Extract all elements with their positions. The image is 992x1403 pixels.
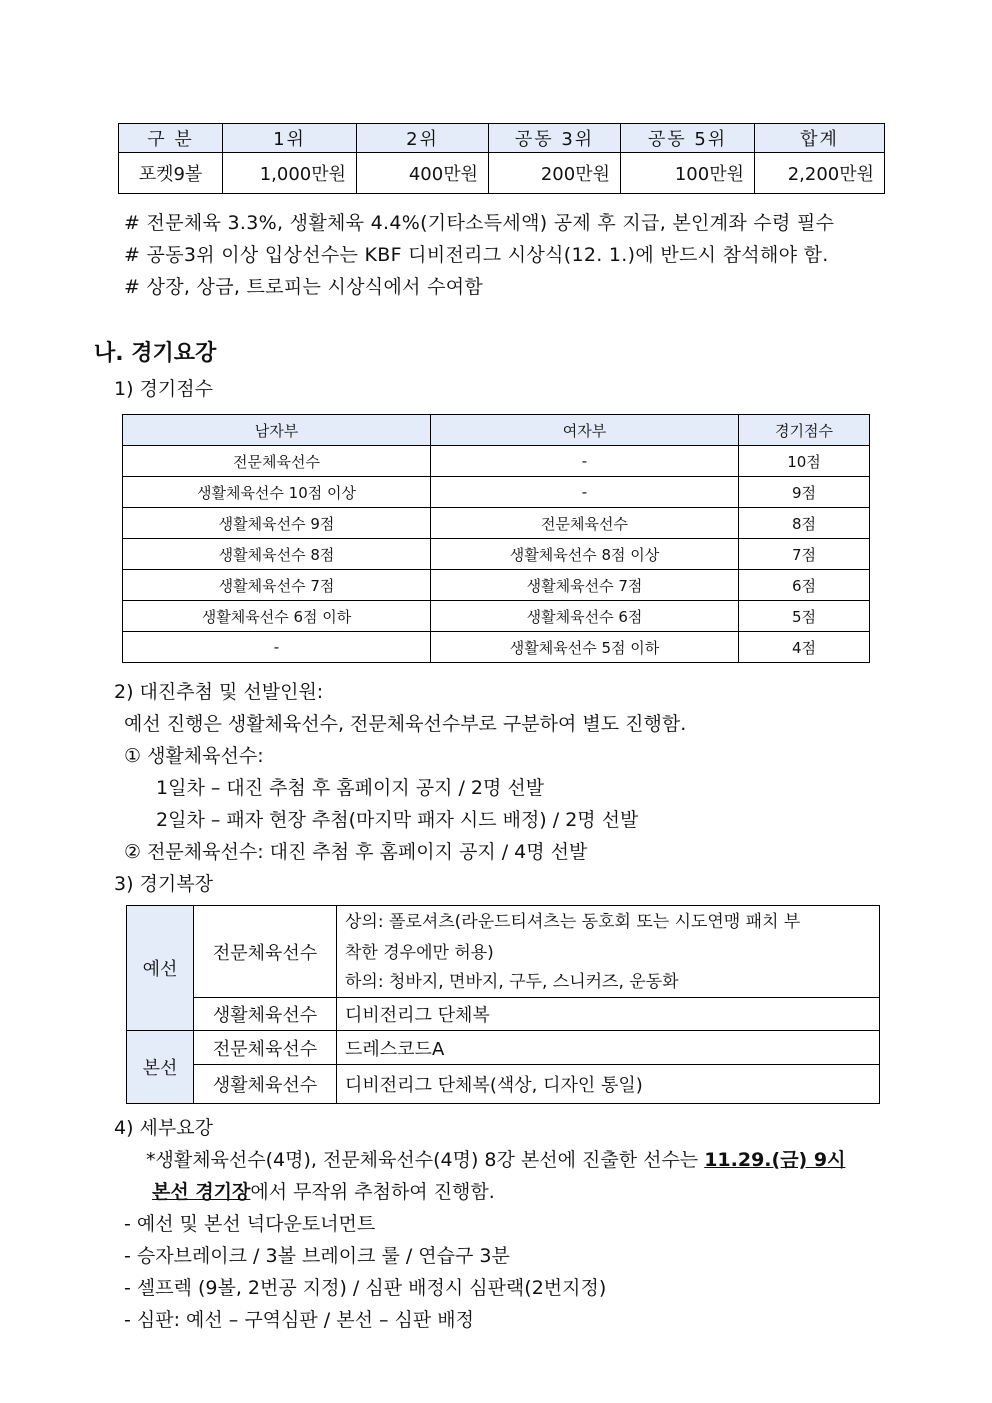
score-cell: 생활체육선수 6점 <box>431 601 739 632</box>
score-cell: 4점 <box>739 632 870 663</box>
list-item-title: ① 생활체육선수: <box>124 745 264 767</box>
score-table <box>122 414 870 663</box>
score-cell: 6점 <box>739 570 870 601</box>
bullet-item: - 승자브레이크 / 3볼 브레이크 룰 / 연습구 3분 <box>124 1245 510 1267</box>
score-header-row <box>123 415 870 446</box>
dress-row <box>127 1031 880 1065</box>
bullet-item: - 셀프렉 (9볼, 2번공 지정) / 심판 배정시 심판랙(2번지정) <box>124 1277 607 1299</box>
dress-line: 상의: 폴로셔츠(라운드티셔츠는 동호회 또는 시도연맹 패치 부 <box>345 912 801 932</box>
paragraph <box>152 1177 495 1204</box>
dress-row <box>127 998 880 1031</box>
score-row <box>123 539 870 570</box>
score-cell: 8점 <box>739 508 870 539</box>
prize-header-cell: 공동 3위 <box>489 124 621 153</box>
paragraph: 예선 진행은 생활체육선수, 전문체육선수부로 구분하여 별도 진행함. <box>124 713 687 735</box>
prize-cell: 400만원 <box>357 153 489 194</box>
score-cell: 생활체육선수 10점 이상 <box>123 477 431 508</box>
dress-group-cell: 예선 <box>127 906 194 1031</box>
score-row <box>123 477 870 508</box>
score-cell: 전문체육선수 <box>431 508 739 539</box>
score-cell: 생활체육선수 6점 이하 <box>123 601 431 632</box>
list-item-title: ② 전문체육선수: 대진 추첨 후 홈페이지 공지 / 4명 선발 <box>124 841 588 863</box>
prize-cell: 1,000만원 <box>223 153 357 194</box>
dress-value-cell: 드레스코드A <box>337 1031 880 1065</box>
prize-cell: 포켓9볼 <box>119 153 223 194</box>
dress-line: 하의: 청바지, 면바지, 구두, 스니커즈, 운동화 <box>345 972 679 992</box>
score-row <box>123 632 870 663</box>
score-row <box>123 446 870 477</box>
bullet-item: - 심판: 예선 – 구역심판 / 본선 – 심판 배정 <box>124 1309 474 1331</box>
list-item-line: 1일차 – 대진 추첨 후 홈페이지 공지 / 2명 선발 <box>156 777 545 799</box>
dress-row <box>127 1065 880 1104</box>
emphasis-text: 11.29.(금) 9시 <box>704 1149 846 1171</box>
score-cell: - <box>431 477 739 508</box>
dress-category-cell: 생활체육선수 <box>194 1065 337 1104</box>
score-cell: 5점 <box>739 601 870 632</box>
score-header-cell: 남자부 <box>123 415 431 446</box>
score-cell: 생활체육선수 8점 <box>123 539 431 570</box>
prize-note: # 상장, 상금, 트로피는 시상식에서 수여함 <box>124 276 484 298</box>
prize-note: # 전문체육 3.3%, 생활체육 4.4%(기타소득세액) 공제 후 지급, 본인계좌 수령 필수 <box>124 212 835 234</box>
prize-header-cell: 공동 5위 <box>621 124 755 153</box>
prize-header-row <box>119 124 885 153</box>
score-cell: 생활체육선수 8점 이상 <box>431 539 739 570</box>
paragraph <box>146 1145 845 1172</box>
score-cell: 전문체육선수 <box>123 446 431 477</box>
sub-heading: 1) 경기점수 <box>114 378 213 400</box>
prize-cell: 200만원 <box>489 153 621 194</box>
emphasis-text: 본선 경기장 <box>152 1181 251 1203</box>
prize-table <box>118 123 885 194</box>
score-header-cell: 여자부 <box>431 415 739 446</box>
bullet-item: - 예선 및 본선 넉다운토너먼트 <box>124 1213 376 1235</box>
prize-row <box>119 153 885 194</box>
dress-value-cell: 디비전리그 단체복(색상, 디자인 통일) <box>337 1065 880 1104</box>
prize-cell: 100만원 <box>621 153 755 194</box>
sub-heading: 3) 경기복장 <box>114 873 213 895</box>
dress-code-table <box>126 905 880 1104</box>
prize-header-cell: 구 분 <box>119 124 223 153</box>
paragraph-text: 에서 무작위 추첨하여 진행함. <box>250 1181 495 1203</box>
dress-value-cell: 디비전리그 단체복 <box>337 998 880 1031</box>
score-cell: 생활체육선수 7점 <box>123 570 431 601</box>
paragraph-text: *생활체육선수(4명), 전문체육선수(4명) 8강 본선에 진출한 선수는 <box>146 1149 705 1171</box>
prize-note: # 공동3위 이상 입상선수는 KBF 디비전리그 시상식(12. 1.)에 반드시 참석해야 함. <box>124 244 829 266</box>
score-cell: 9점 <box>739 477 870 508</box>
sub-heading: 4) 세부요강 <box>114 1117 213 1139</box>
score-cell: 7점 <box>739 539 870 570</box>
prize-header-cell: 합계 <box>755 124 885 153</box>
score-cell: - <box>123 632 431 663</box>
list-item-line: 2일차 – 패자 현장 추첨(마지막 패자 시드 배정) / 2명 선발 <box>156 809 639 831</box>
sub-heading: 2) 대진추첨 및 선발인원: <box>114 681 324 703</box>
score-row <box>123 601 870 632</box>
dress-category-cell: 전문체육선수 <box>194 1031 337 1065</box>
prize-cell: 2,200만원 <box>755 153 885 194</box>
score-cell: 생활체육선수 5점 이하 <box>431 632 739 663</box>
score-row <box>123 570 870 601</box>
score-cell: 10점 <box>739 446 870 477</box>
dress-group-cell: 본선 <box>127 1031 194 1104</box>
dress-category-cell: 생활체육선수 <box>194 998 337 1031</box>
section-title: 나. 경기요강 <box>94 341 217 366</box>
dress-row <box>127 906 880 998</box>
score-cell: 생활체육선수 9점 <box>123 508 431 539</box>
score-header-cell: 경기점수 <box>739 415 870 446</box>
prize-header-cell: 2위 <box>357 124 489 153</box>
score-row <box>123 508 870 539</box>
dress-value-cell <box>337 906 880 998</box>
dress-line: 착한 경우에만 허용) <box>345 943 494 963</box>
dress-category-cell: 전문체육선수 <box>194 906 337 998</box>
score-cell: - <box>431 446 739 477</box>
score-cell: 생활체육선수 7점 <box>431 570 739 601</box>
prize-header-cell: 1위 <box>223 124 357 153</box>
